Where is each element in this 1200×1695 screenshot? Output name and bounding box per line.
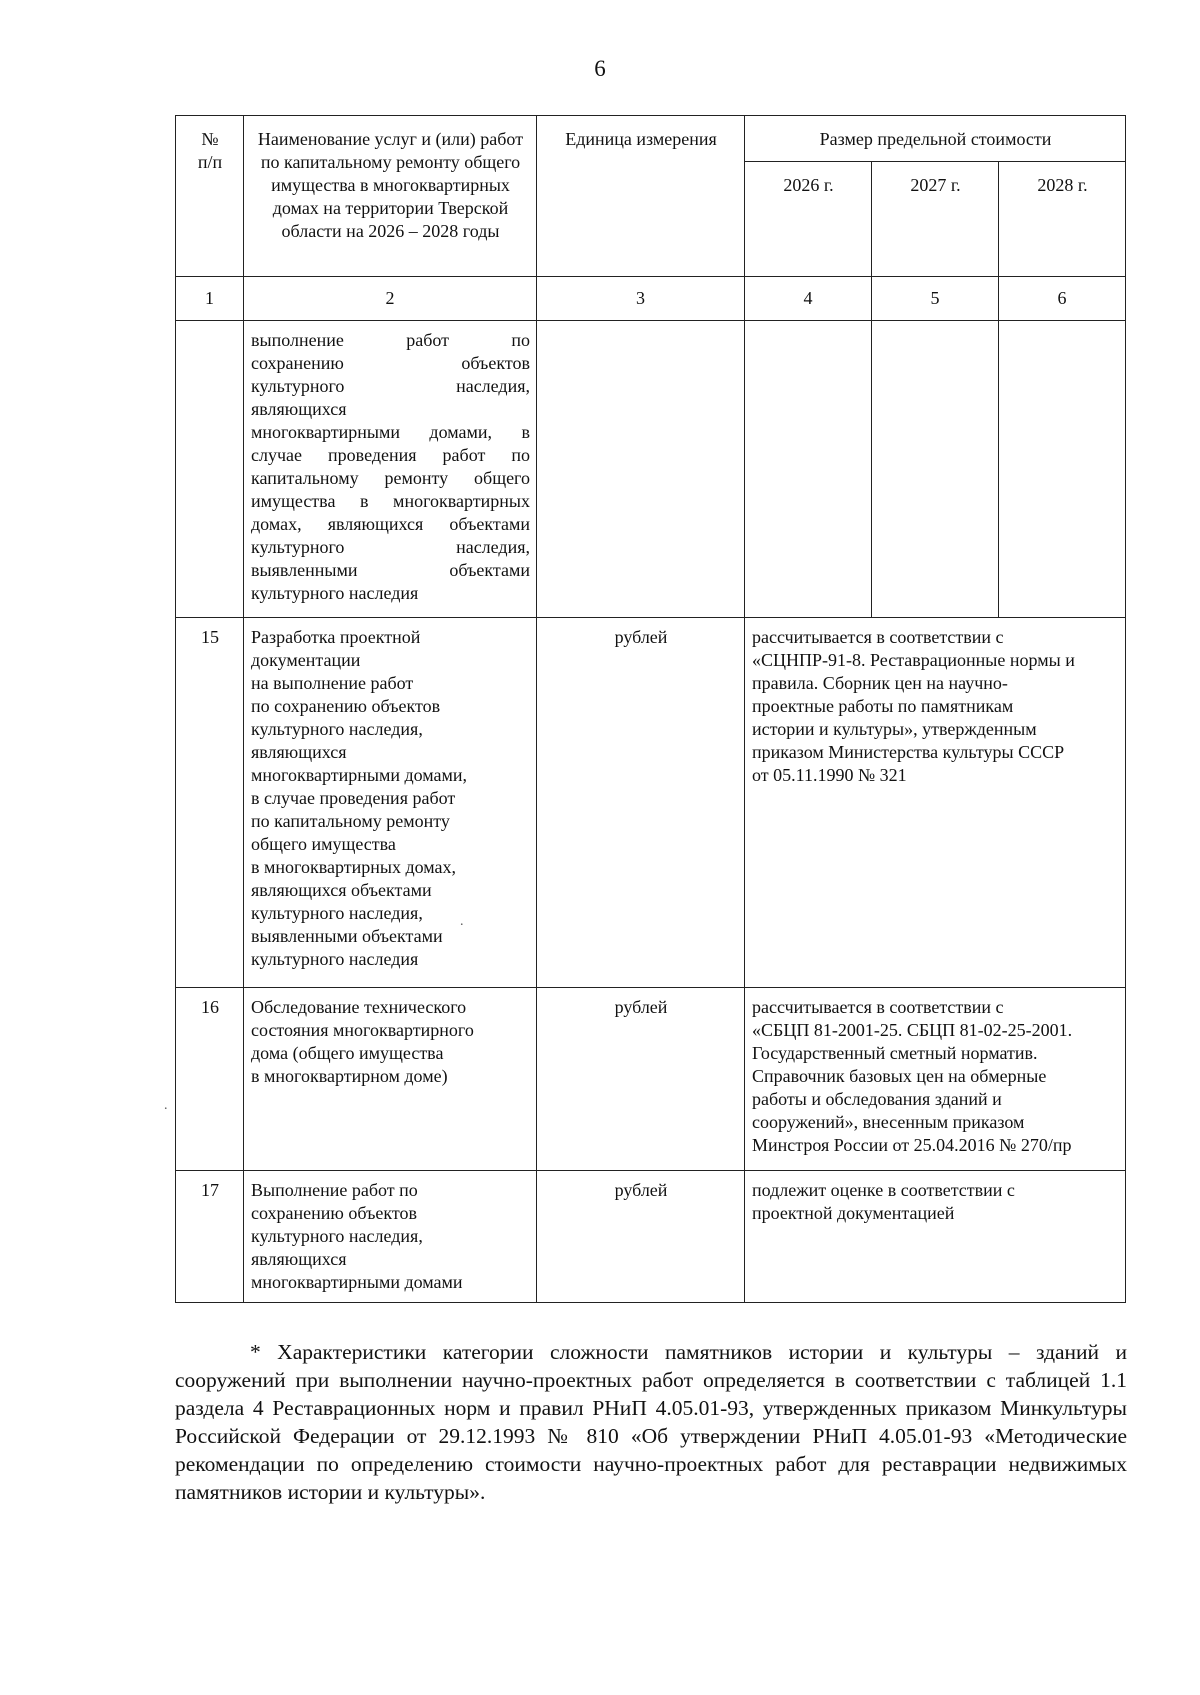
continuation-num-cell [176,321,244,618]
continuation-line: культурного наследия, [251,537,530,557]
continuation-2027-cell [872,321,999,618]
continuation-line: культурного наследия, [251,376,530,396]
table-row-continuation [176,321,1126,618]
continuation-line: выполнение работ по [251,330,530,350]
index-cell: 1 [176,277,244,321]
scan-speck: . [460,914,464,929]
index-cell: 4 [745,277,872,321]
continuation-2026-cell [745,321,872,618]
continuation-line: многоквартирными домами, в [251,422,530,442]
row-num: 16 [176,988,244,1171]
scan-speck: . [164,1098,168,1113]
row-name: Выполнение работ по сохранению объектов культурного наследия, являющихся многоквартирными домами [244,1171,537,1303]
row-name: Обследование технического состояния многоквартирного дома (общего имущества в многоквартирном доме) [244,988,537,1171]
index-cell: 2 [244,277,537,321]
header-cost: Размер предельной стоимости [745,116,1126,162]
page-number: 6 [594,56,606,81]
continuation-2028-cell [999,321,1126,618]
continuation-unit-cell [537,321,745,618]
table-row [176,988,1126,1171]
row-cost: рассчитывается в соответствии с «СЦНПР-91-8. Реставрационные нормы и правила. Сборник цен на научно- проектные работы по памятникам истории и культуры», утвержденным приказом Министерства культуры СССР от 05.11.1990 № 321 [745,618,1126,988]
row-unit: рублей [537,618,745,988]
continuation-line: домах, являющихся объектами [251,514,530,534]
continuation-line: выявленными объектами [251,560,530,580]
row-name: Разработка проектной документации на выполнение работ по сохранению объектов культурного наследия, являющихся многоквартирными домами, в случае проведения работ по капитальному ремонту общего имущества в многоквартирных домах, являющихся объектами культурного наследия, выявленными объектами культурного наследия [244,618,537,988]
continuation-line: сохранению объектов [251,353,530,373]
continuation-line: имущества в многоквартирных [251,491,530,511]
table-row [176,618,1126,988]
price-limit-table [175,115,1126,1303]
table-index-row [176,277,1126,321]
index-cell: 6 [999,277,1126,321]
header-year-2026: 2026 г. [745,161,872,276]
header-year-2028: 2028 г. [999,161,1126,276]
continuation-line: культурного наследия [251,583,419,603]
header-year-2027: 2027 г. [872,161,999,276]
continuation-line: являющихся [251,399,347,419]
row-num: 15 [176,618,244,988]
row-cost: рассчитывается в соответствии с «СБЦП 81-2001-25. СБЦП 81-02-25-2001. Государственный сметный норматив. Справочник базовых цен на обмерные работы и обследования зданий и сооружений», внесенным приказом Минстроя России от 25.04.2016 № 270/пр [745,988,1126,1171]
row-unit: рублей [537,988,745,1171]
index-cell: 5 [872,277,999,321]
header-name: Наименование услуг и (или) работ по капитальному ремонту общего имущества в многоквартирных домах на территории Тверской области на 2026 – 2028 годы [244,116,537,277]
row-num: 17 [176,1171,244,1303]
row-cost: подлежит оценке в соответствии с проектной документацией [745,1171,1126,1303]
header-unit: Единица измерения [537,116,745,277]
continuation-name-cell [244,321,537,618]
footnote: * Характеристики категории сложности памятников истории и культуры – зданий и сооружений при выполнении научно-проектных работ определяется в соответствии с таблицей 1.1 раздела 4 Реставрационных норм и правил РНиП 4.05.01-93, утвержденных приказом Минкультуры Российской Федерации от 29.12.1993 № 810 «Об утверждении РНиП 4.05.01-93 «Методические рекомендации по определению стоимости научно-проектных работ для реставрации недвижимых памятников истории и культуры». [175,1340,1127,1504]
table-row [176,1171,1126,1303]
row-unit: рублей [537,1171,745,1303]
header-num: № п/п [176,116,244,277]
table-header-row [176,116,1126,162]
continuation-line: капитальному ремонту общего [251,468,530,488]
index-cell: 3 [537,277,745,321]
continuation-line: случае проведения работ по [251,445,530,465]
